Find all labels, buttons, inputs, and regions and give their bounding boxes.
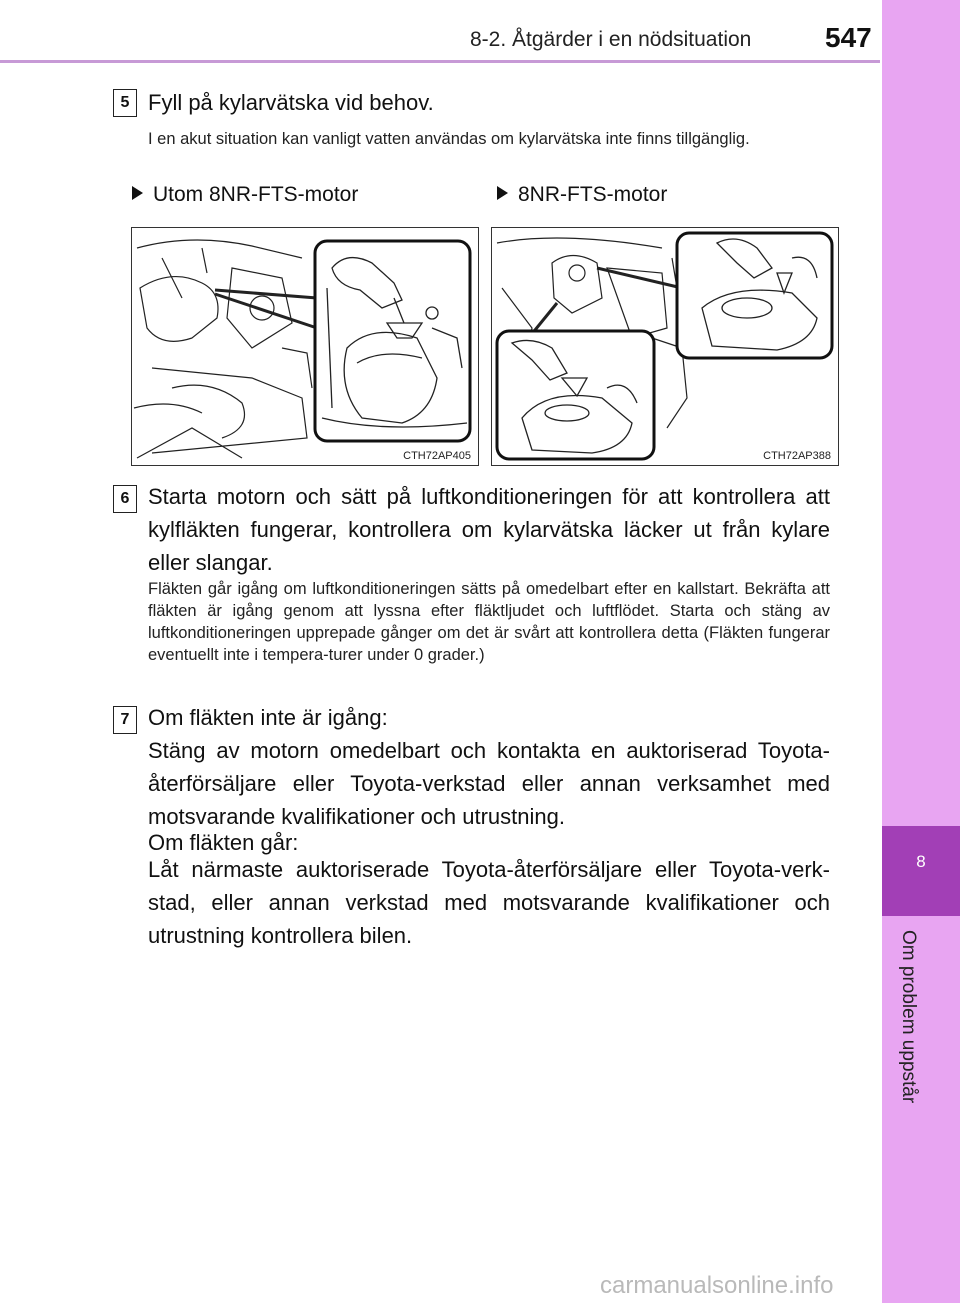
figure-engine-left bbox=[131, 227, 479, 466]
page-number: 547 bbox=[825, 22, 872, 53]
watermark: carmanualsonline.info bbox=[600, 1272, 834, 1299]
step-5-title: Fyll på kylarvätska vid behov. bbox=[148, 90, 434, 115]
triangle-bullet-icon bbox=[497, 186, 508, 200]
figure-label-right-text: 8NR-FTS-motor bbox=[518, 183, 668, 206]
step-6-badge: 6 bbox=[113, 485, 137, 513]
step-7-case1-title: Om fläkten inte är igång: bbox=[148, 705, 388, 730]
figure-code-left: CTH72AP405 bbox=[403, 450, 471, 462]
figure-label-left-text: Utom 8NR-FTS-motor bbox=[153, 183, 359, 206]
step-7-case1-text: Stäng av motorn omedelbart och kontakta en auktoriserad Toyota-återförsäljare eller Toyota-verkstad eller annan verksamhet med motsvarande kvalifikationer och utrustning. bbox=[148, 738, 830, 829]
header-rule bbox=[0, 60, 880, 63]
figure-label-right bbox=[497, 183, 667, 207]
step-7-case2-text: Låt närmaste auktoriserade Toyota-återförsäljare eller Toyota-verk-stad, eller annan verkstad med motsvarande kvalifikationer och utrustning kontrollera bilen. bbox=[148, 857, 830, 948]
step-7-badge: 7 bbox=[113, 706, 137, 734]
engine-illustration-right bbox=[492, 228, 838, 465]
step-5-badge: 5 bbox=[113, 89, 137, 117]
step-6-text: Starta motorn och sätt på luftkonditioneringen för att kontrollera att kylfläkten fungerar, kontrollera om kylarvätska läcker ut från kylare eller slangar. bbox=[148, 484, 830, 575]
figure-engine-right bbox=[491, 227, 839, 466]
side-tab-chapter-label: Om problem uppstår bbox=[898, 930, 919, 1104]
triangle-bullet-icon bbox=[132, 186, 143, 200]
figure-code-right: CTH72AP388 bbox=[763, 450, 831, 462]
header-section-title: 8-2. Åtgärder i en nödsituation bbox=[470, 28, 752, 51]
side-tab-chapter-number: 8 bbox=[916, 852, 926, 871]
step-6-note: Fläkten går igång om luftkonditioneringen sätts på omedelbart efter en kallstart. Bekräfta att fläkten är igång genom att lyssna efter fläktljudet och luftflödet. Starta och stäng av luftkonditioneringen upprepade gånger om det är svårt att kontrollera detta (Fläkten fungerar eventuellt inte i tempera-turer under 0 grader.) bbox=[148, 580, 830, 664]
engine-illustration-left bbox=[132, 228, 478, 465]
step-7-case2-title: Om fläkten går: bbox=[148, 830, 299, 855]
step-5-note: I en akut situation kan vanligt vatten användas om kylarvätska inte finns tillgänglig. bbox=[148, 130, 750, 148]
figure-label-left bbox=[132, 183, 358, 207]
